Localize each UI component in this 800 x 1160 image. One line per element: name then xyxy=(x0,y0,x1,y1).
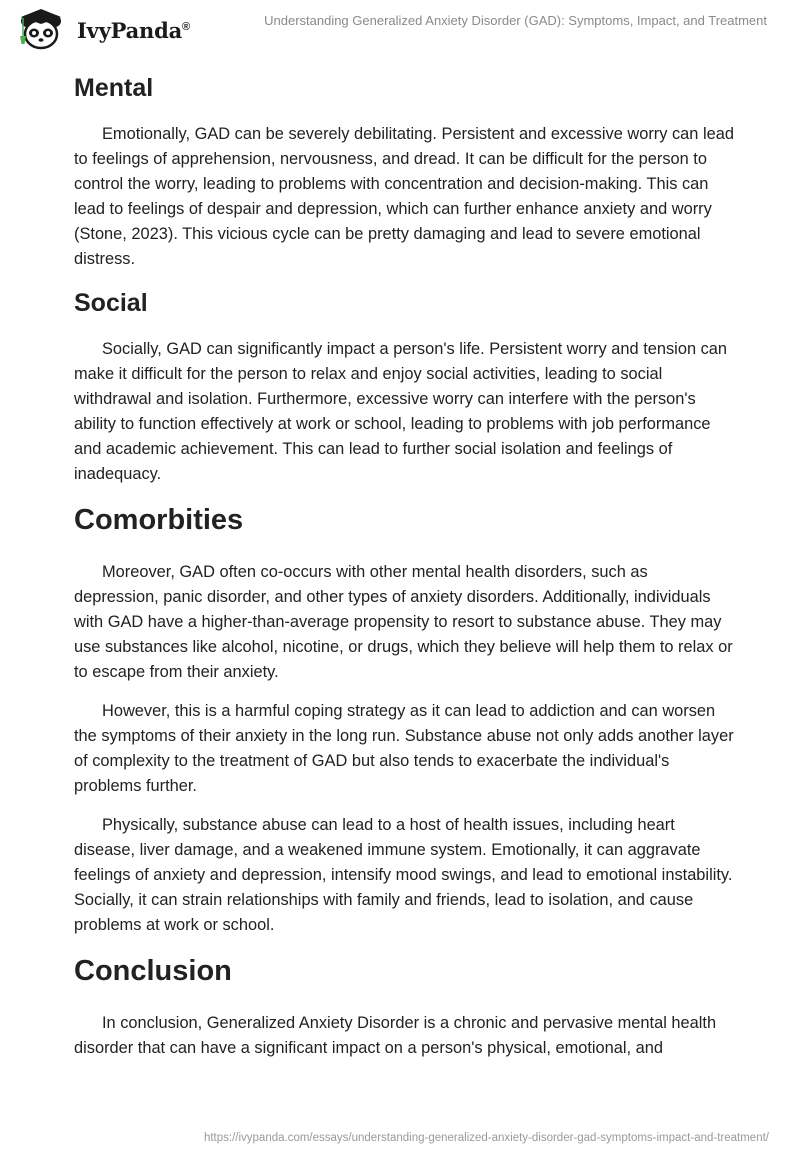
paragraph: However, this is a harmful coping strategy as it can lead to addiction and can worsen the symptoms of their anxiety in the long run. Substance abuse not only adds another layer of complexity to the treatment of GAD but also tends to exacerbate the individual's problems further. xyxy=(74,702,734,795)
source-url-link[interactable]: https://ivypanda.com/essays/understanding-generalized-anxiety-disorder-gad-symptoms-impact-and-treatment/ xyxy=(203,1132,769,1144)
panda-logo-icon xyxy=(13,8,73,52)
brand-name-text: IvyPanda xyxy=(77,17,183,43)
section-heading-social: Social xyxy=(74,289,148,317)
section-heading-comorbities: Comorbities xyxy=(74,504,244,536)
page-header xyxy=(0,0,800,60)
section-heading-conclusion: Conclusion xyxy=(74,955,232,987)
section-heading-mental: Mental xyxy=(74,74,154,102)
paragraph: Physically, substance abuse can lead to a host of health issues, including heart disease, liver damage, and a weakened immune system. Emotionally, it can aggravate feelings of anxiety and depression, intensify mood swings, and lead to emotional instability. Socially, it can strain relationships with family and friends, lead to isolation, and cause problems at work or school. xyxy=(74,816,733,934)
document-title: Understanding Generalized Anxiety Disorder (GAD): Symptoms, Impact, and Treatment xyxy=(264,13,767,28)
paragraph: In conclusion, Generalized Anxiety Disorder is a chronic and pervasive mental health disorder that can have a significant impact on a person's physical, emotional, and xyxy=(74,1014,717,1057)
paragraph: Socially, GAD can significantly impact a person's life. Persistent worry and tension can make it difficult for the person to relax and enjoy social activities, leading to social withdrawal and isolation. Furthermore, excessive worry can interfere with the person's ability to function effectively at work or school, leading to problems with job performance and academic achievement. This can lead to further social isolation and feelings of inadequacy. xyxy=(74,340,728,483)
brand-logo[interactable] xyxy=(13,8,190,52)
registered-mark: ® xyxy=(182,20,190,33)
paragraph: Emotionally, GAD can be severely debilitating. Persistent and excessive worry can lead to feelings of apprehension, nervousness, and dread. It can be difficult for the person to control the worry, leading to problems with concentration and decision-making. This can lead to feelings of despair and depression, which can further enhance anxiety and worry (Stone, 2023). This vicious cycle can be pretty damaging and lead to severe emotional distress. xyxy=(74,125,734,268)
paragraph: Moreover, GAD often co-occurs with other mental health disorders, such as depression, panic disorder, and other types of anxiety disorders. Additionally, individuals with GAD have a higher-than-average propensity to resort to substance abuse. They may use substances like alcohol, nicotine, or drugs, which they believe will help them to relax or to escape from their anxiety. xyxy=(74,563,733,681)
essay-content xyxy=(74,62,734,1075)
brand-name xyxy=(77,18,190,43)
